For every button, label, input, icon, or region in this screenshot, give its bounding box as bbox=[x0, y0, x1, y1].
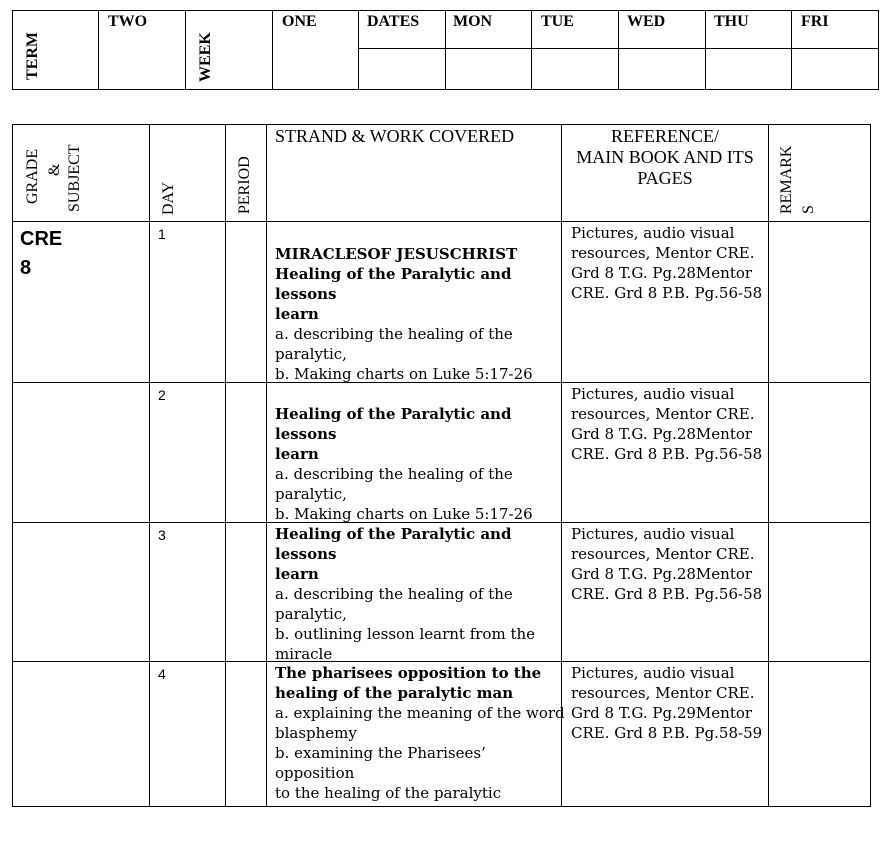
row2-strand-heading-line1: Healing of the Paralytic and lessons bbox=[275, 405, 512, 443]
row2-reference-line2: resources, Mentor CRE. bbox=[571, 405, 755, 423]
row1-reference-line1: Pictures, audio visual bbox=[571, 224, 735, 242]
row4-strand-line4: to the healing of the paralytic bbox=[275, 784, 502, 802]
row4-strand-heading-line1: The pharisees opposition to the bbox=[275, 664, 542, 682]
row1-strand-line2: paralytic, bbox=[275, 345, 347, 363]
day-tue: TUE bbox=[541, 13, 574, 30]
row1-reference bbox=[571, 223, 767, 303]
row2-strand-heading-line2: learn bbox=[275, 445, 319, 463]
row3-strand-line4: miracle bbox=[275, 645, 333, 663]
row3-reference-line1: Pictures, audio visual bbox=[571, 525, 735, 543]
term-label: TERM bbox=[24, 32, 41, 80]
row2-strand-line1: a. describing the healing of the bbox=[275, 465, 513, 483]
row4-strand-line2: blasphemy bbox=[275, 724, 357, 742]
subject-cell bbox=[20, 225, 62, 283]
row1-strand-heading-line1: Healing of the Paralytic and lessons bbox=[275, 265, 512, 303]
day-mon: MON bbox=[453, 13, 493, 30]
row4-strand-line1: a. explaining the meaning of the word bbox=[275, 704, 565, 722]
row4-strand-heading-line2: healing of the paralytic man bbox=[275, 684, 514, 702]
row3-strand bbox=[275, 524, 559, 664]
subject-name: CRE bbox=[20, 228, 63, 250]
row2-day: 2 bbox=[158, 387, 166, 403]
row1-strand-line1: a. describing the healing of the bbox=[275, 325, 513, 343]
row4-reference-line1: Pictures, audio visual bbox=[571, 664, 735, 682]
row3-reference bbox=[571, 524, 767, 604]
row4-strand bbox=[275, 663, 565, 803]
row1-strand bbox=[275, 244, 559, 384]
reference-header-line1: REFERENCE/ bbox=[610, 126, 719, 146]
row4-reference bbox=[571, 663, 767, 743]
row3-strand-heading-line1: Healing of the Paralytic and lessons bbox=[275, 525, 512, 563]
row3-reference-line4: CRE. Grd 8 P.B. Pg.56-58 bbox=[571, 585, 763, 603]
row3-strand-heading-line2: learn bbox=[275, 565, 319, 583]
remarks-header-line1: REMARK bbox=[778, 145, 795, 214]
reference-header-line2: MAIN BOOK AND ITS bbox=[576, 147, 754, 167]
subject-grade: 8 bbox=[20, 257, 32, 279]
day-thu: THU bbox=[714, 13, 749, 30]
day-fri: FRI bbox=[801, 13, 829, 30]
row1-strand-title: MIRACLESOF JESUSCHRIST bbox=[275, 245, 518, 263]
grade-subject-header-line3: SUBJECT bbox=[66, 144, 83, 212]
remarks-header-line2: S bbox=[800, 205, 817, 214]
day-header: DAY bbox=[160, 181, 177, 215]
row2-strand bbox=[275, 404, 559, 524]
row2-strand-line3: b. Making charts on Luke 5:17-26 bbox=[275, 505, 533, 523]
strand-header: STRAND & WORK COVERED bbox=[275, 126, 515, 146]
day-wed: WED bbox=[627, 13, 666, 30]
row3-reference-line3: Grd 8 T.G. Pg.28Mentor bbox=[571, 565, 753, 583]
row4-reference-line3: Grd 8 T.G. Pg.29Mentor bbox=[571, 704, 753, 722]
term-value: TWO bbox=[108, 13, 148, 30]
period-header: PERIOD bbox=[236, 156, 253, 214]
row1-reference-line3: Grd 8 T.G. Pg.28Mentor bbox=[571, 264, 753, 282]
row2-reference-line4: CRE. Grd 8 P.B. Pg.56-58 bbox=[571, 445, 763, 463]
row4-reference-line2: resources, Mentor CRE. bbox=[571, 684, 755, 702]
row3-reference-line2: resources, Mentor CRE. bbox=[571, 545, 755, 563]
row4-day: 4 bbox=[158, 666, 166, 682]
row4-reference-line4: CRE. Grd 8 P.B. Pg.58-59 bbox=[571, 724, 763, 742]
row3-strand-line3: b. outlining lesson learnt from the bbox=[275, 625, 536, 643]
grade-subject-header-line1: GRADE bbox=[24, 148, 41, 204]
row3-strand-line1: a. describing the healing of the bbox=[275, 585, 513, 603]
dates-label: DATES bbox=[367, 13, 420, 30]
reference-header bbox=[562, 126, 768, 189]
row1-day: 1 bbox=[158, 226, 166, 242]
row2-reference-line1: Pictures, audio visual bbox=[571, 385, 735, 403]
row4-strand-line3: b. examining the Pharisees’ opposition bbox=[275, 744, 486, 782]
week-label: WEEK bbox=[197, 32, 214, 82]
row3-strand-line2: paralytic, bbox=[275, 605, 347, 623]
week-value: ONE bbox=[282, 13, 317, 30]
row1-strand-heading-line2: learn bbox=[275, 305, 319, 323]
row2-strand-line2: paralytic, bbox=[275, 485, 347, 503]
grade-subject-header-line2: & bbox=[46, 163, 63, 176]
row1-reference-line2: resources, Mentor CRE. bbox=[571, 244, 755, 262]
reference-header-line3: PAGES bbox=[637, 168, 693, 188]
row2-reference-line3: Grd 8 T.G. Pg.28Mentor bbox=[571, 425, 753, 443]
row2-reference bbox=[571, 384, 767, 464]
row3-day: 3 bbox=[158, 527, 166, 543]
row1-strand-line3: b. Making charts on Luke 5:17-26 bbox=[275, 365, 533, 383]
row1-reference-line4: CRE. Grd 8 P.B. Pg.56-58 bbox=[571, 284, 763, 302]
